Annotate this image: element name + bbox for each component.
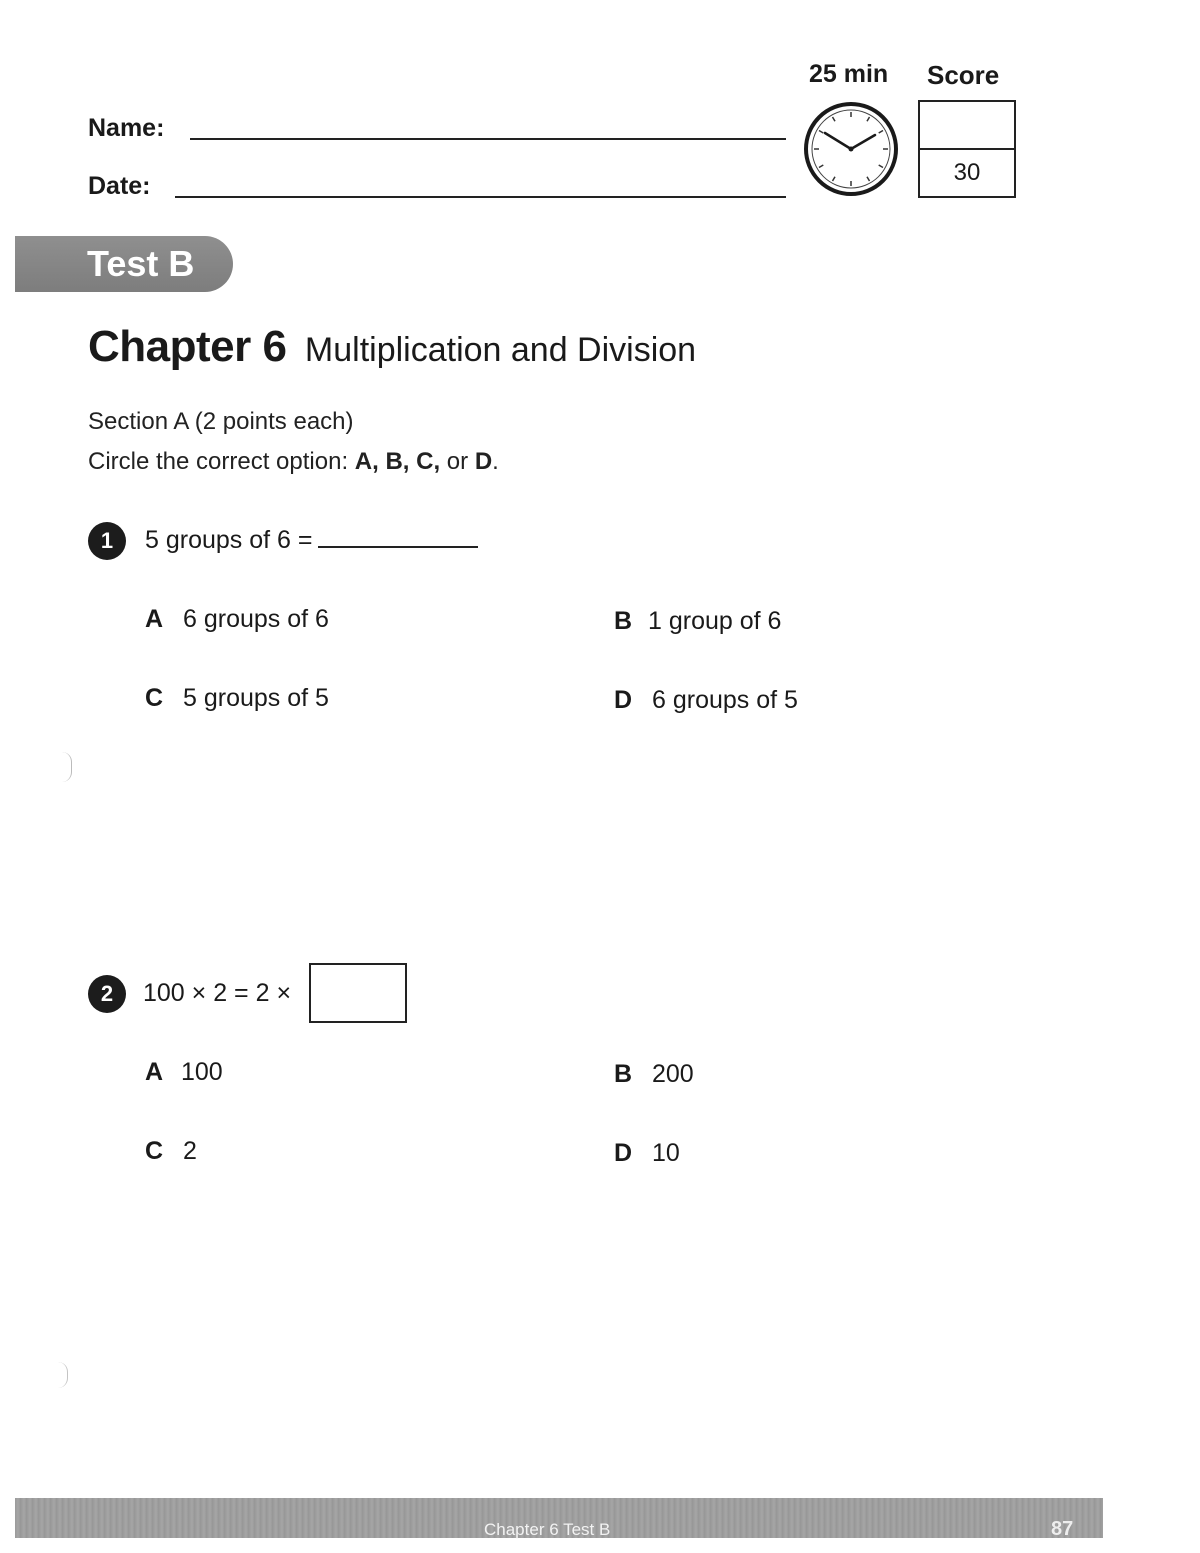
instruction-last-option: D [474, 448, 493, 475]
question-2-option-b[interactable] [614, 1060, 694, 1089]
instruction-options: A, B, C, [354, 448, 441, 475]
option-letter: B [614, 607, 633, 635]
footer-bar [15, 1498, 1103, 1538]
test-banner-label: Test B [87, 243, 195, 284]
instruction-end: . [492, 448, 499, 475]
question-number: 2 [100, 981, 114, 1006]
date-label: Date: [88, 172, 151, 200]
question-1-option-b[interactable] [614, 607, 781, 636]
option-text: 200 [652, 1060, 694, 1088]
option-text: 2 [183, 1137, 197, 1165]
test-banner [15, 236, 233, 292]
option-letter: D [614, 686, 633, 714]
question-1-option-c[interactable] [145, 684, 329, 713]
option-text: 10 [652, 1139, 680, 1167]
option-letter: A [145, 605, 164, 633]
option-text: 1 group of 6 [648, 607, 782, 635]
scan-mark [58, 1362, 68, 1388]
question-number-badge [88, 975, 126, 1013]
date-field[interactable] [175, 196, 786, 198]
footer-title: Chapter 6 Test B [484, 1520, 611, 1539]
question-1-text [145, 526, 478, 555]
name-field[interactable] [190, 138, 786, 140]
scan-mark [62, 752, 72, 782]
chapter-heading [88, 322, 696, 372]
option-letter: C [145, 684, 164, 712]
time-limit-label: 25 min [809, 60, 889, 88]
section-instruction [88, 448, 499, 476]
option-letter: D [614, 1139, 633, 1167]
question-1-option-d[interactable] [614, 686, 798, 715]
page-number: 87 [1051, 1518, 1074, 1540]
clock-icon [803, 101, 899, 197]
chapter-title: Multiplication and Division [304, 331, 697, 369]
score-box [918, 100, 1016, 198]
question-2-option-a[interactable] [145, 1058, 223, 1087]
answer-box[interactable] [309, 963, 407, 1023]
option-letter: C [145, 1137, 164, 1165]
score-label: Score [927, 60, 1000, 90]
instruction-prefix: Circle the correct option: [88, 448, 349, 475]
question-number-badge [88, 522, 126, 560]
score-total: 30 [953, 159, 981, 186]
option-text: 6 groups of 6 [183, 605, 329, 633]
question-prompt: 5 groups of 6 = [145, 526, 313, 554]
question-2-option-d[interactable] [614, 1139, 680, 1168]
option-text: 5 groups of 5 [183, 684, 329, 712]
score-earned-field[interactable] [920, 102, 1014, 150]
answer-blank[interactable] [318, 526, 478, 548]
question-number: 1 [100, 528, 114, 553]
option-letter: A [145, 1058, 164, 1086]
option-letter: B [614, 1060, 633, 1088]
option-text: 100 [181, 1058, 223, 1086]
question-2-option-c[interactable] [145, 1137, 197, 1166]
name-label: Name: [88, 114, 165, 142]
section-heading: Section A (2 points each) [88, 408, 354, 435]
chapter-number: Chapter 6 [88, 322, 287, 371]
option-text: 6 groups of 5 [652, 686, 798, 714]
question-2-text: 100 × 2 = 2 × [143, 979, 292, 1007]
instruction-or: or [446, 448, 469, 475]
question-1-option-a[interactable] [145, 605, 329, 634]
